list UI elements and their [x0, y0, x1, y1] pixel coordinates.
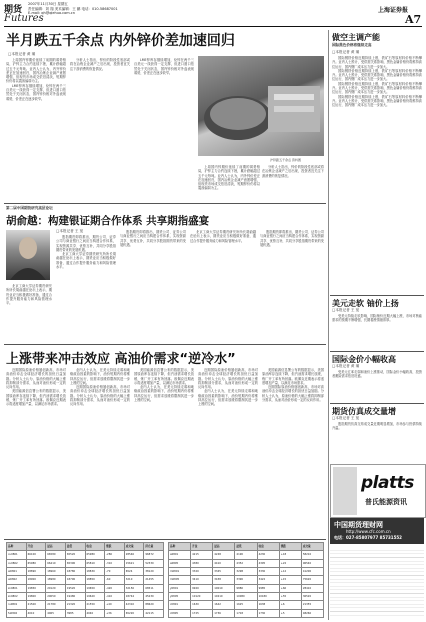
table-cell: y0805	[169, 592, 191, 600]
article-oil-para9: 美国能源信息署公布的数据显示，美国原油库存连续下降，但汽油需求增长放缓，炼厂开工率有所回落。欧佩克近期表示将适度增加产量，以满足市场需求。	[262, 368, 324, 385]
article-zinc-col4	[198, 165, 260, 199]
table-cell: 36520	[301, 592, 323, 600]
page-number: A7	[405, 13, 422, 26]
portrait-graphic	[6, 230, 50, 280]
table-cell: 3210	[124, 576, 144, 584]
table-cell: 3320	[191, 567, 213, 575]
table-cell: 65810	[85, 559, 105, 567]
table-cell: 18850	[85, 576, 105, 584]
article-steel-para3: 国际钢铁价格近期持续上涨，铁矿石等原材料价格不断攀升。业内人士预计，受供需关系影响，黑色金属价格仍将维持高位运行，国内钢厂成本压力进一步加大。	[332, 81, 422, 95]
table-row	[169, 592, 324, 600]
table-cell: 66410	[46, 559, 66, 567]
table-cell: 19520	[65, 584, 85, 592]
table-cell: 持仓量	[144, 543, 164, 551]
headline-steel: 做空主调产能	[332, 33, 380, 42]
table-cell: +40	[105, 601, 125, 609]
table-cell: 52330	[144, 559, 164, 567]
article-steel-para4: 国际钢铁价格近期持续上涨，铁矿石等原材料价格不断攀升。业内人士预计，受供需关系影响，黑色金属价格仍将维持高位运行，国内钢厂成本压力进一步加大。	[332, 94, 422, 108]
article-hu-para1: 股指期货即将推出，期货公司、证券公司与商业银行之间应当构建合作体系，实现资源共享、优势互补，共同分享股指期货带来的发展机遇。	[56, 235, 116, 252]
article-index-sim	[332, 422, 422, 462]
table-header-row	[169, 543, 324, 551]
article-steel-para1: 国际钢铁价格近期持续上涨，铁矿石等原材料价格不断攀升。业内人士预计，受供需关系影响，黑色金属价格仍将维持高位运行，国内钢厂成本压力进一步加大。	[332, 56, 422, 69]
table-cell: 4352	[235, 559, 257, 567]
table-row	[7, 609, 164, 617]
column-divider	[328, 30, 329, 620]
table-cell: 96872	[144, 551, 164, 559]
table-row	[7, 551, 164, 559]
table-row	[7, 592, 164, 600]
table-cell: +36	[105, 609, 125, 617]
table-cell: al0801	[7, 567, 27, 575]
headline-hu: 胡俞越：构建银证期合作体系 共享期指盛宴	[6, 215, 210, 227]
article-zinc-col3	[134, 58, 194, 198]
table-cell: 21455	[144, 576, 164, 584]
article-zinc-para5: 上周国内锌期价延续了前期的弱势格局，沪锌主力合约连续下挫，累计跌幅超过五千元每吨。业内人士认为，内外锌价差正在加速回归，国内冶炼企业减产意愿增强，但现货市场成交依旧清淡，短期锌价仍将以震荡偏弱为主。	[198, 165, 260, 191]
platts-chinese-name: 普氏能源资讯	[365, 498, 407, 506]
table-cell: 68511	[144, 584, 164, 592]
table-cell: 96540	[301, 559, 323, 567]
table-cell: -420	[105, 584, 125, 592]
table-cell: 19620	[85, 592, 105, 600]
table-cell: 18960	[46, 567, 66, 575]
byline-zinc: □本报记者 黄 璜	[8, 52, 36, 56]
table-cell: 1725	[191, 609, 213, 617]
table-row	[169, 559, 324, 567]
byline-index-sim: □本报记者 王 宽	[332, 416, 360, 420]
article-oil-para8: 业内人士认为，在美元持续走弱和地缘政治因素的影响下，油价短期内仍将维持高位运行，但需求放缓将限制其进一步上涨的空间。	[198, 389, 258, 407]
futures-quote-table-metals	[6, 542, 164, 618]
headline-uranium: 美元走软 铀价上扬	[332, 299, 399, 308]
table-cell: 28546	[124, 551, 144, 559]
zinc-photo	[198, 56, 324, 156]
table-cell: +15	[279, 576, 301, 584]
table-cell: 32156	[124, 584, 144, 592]
table-cell: 42310	[124, 601, 144, 609]
table-cell: 18890	[26, 567, 46, 575]
table-cell: 21780	[46, 601, 66, 609]
table-cell: +55	[279, 592, 301, 600]
divider-3	[4, 539, 326, 540]
article-hu-col0	[6, 284, 52, 341]
table-cell: -60	[105, 576, 125, 584]
table-cell: 成交量	[301, 543, 323, 551]
forum-kicker: 第二届中国期货研究高层论坛	[6, 206, 53, 210]
table-cell: 20120	[46, 584, 66, 592]
table-cell: 10210	[213, 592, 235, 600]
article-oil-col5	[262, 368, 324, 536]
headline-gold: 国际金价小幅收高	[332, 355, 396, 364]
table-cell: 6524	[124, 567, 144, 575]
article-zinc-para1: 上周国内锌期价延续了前期的弱势格局，沪锌主力合约连续下挫，累计跌幅超过五千元每吨。业内人士认为，内外锌价差正在加速回归，国内冶炼企业减产意愿增强，但现货市场成交依旧清淡，短期锌价仍将以震荡偏弱为主。	[6, 58, 66, 84]
table-cell: 3330	[257, 567, 279, 575]
table-row	[169, 576, 324, 584]
table-cell: 45230	[144, 592, 164, 600]
table-cell: 65980	[26, 559, 46, 567]
table-cell: 10180	[257, 592, 279, 600]
article-oil-para7: 近期国际原油价格屡创新高，市场对高油价冲击全球经济增长的担忧日益加剧。分析人士认为，原油价格的大幅上涨将抑制部分需求，从而对油价形成一定的反向作用。	[198, 368, 258, 390]
table-cell: 品种	[169, 543, 191, 551]
table-cell: 58210	[301, 551, 323, 559]
article-uranium	[332, 314, 422, 348]
quote-list-bottom-right	[330, 547, 424, 618]
table-cell: 涨跌	[279, 543, 301, 551]
table-cell: 65390	[65, 559, 85, 567]
table-row	[169, 584, 324, 592]
byline-hu: □本报记者 王 宽	[56, 229, 84, 233]
table-cell: 涨跌	[105, 543, 125, 551]
table-header-row	[7, 543, 164, 551]
table-cell: ru0801	[7, 601, 27, 609]
article-gold	[332, 370, 422, 400]
table-cell: fu0802	[7, 609, 27, 617]
article-oil-col1	[6, 368, 66, 536]
table-cell: 18790	[65, 576, 85, 584]
table-cell: 4215	[191, 551, 213, 559]
article-hu-col3	[190, 230, 256, 341]
byline-gold: □本报记者 黄 璜	[332, 364, 360, 368]
table-row	[7, 567, 164, 575]
table-cell: 4230	[257, 551, 279, 559]
article-oil-para2: 美国能源信息署公布的数据显示，美国原油库存连续下降，但汽油需求增长放缓，炼厂开工率有所回落。欧佩克近期表示将适度增加产量，以满足市场需求。	[6, 389, 66, 407]
table-cell: 收盘	[257, 543, 279, 551]
divider-r1	[330, 295, 424, 296]
platts-ad[interactable]	[330, 464, 426, 518]
futures-table-right	[168, 542, 324, 618]
table-cell: 1642	[213, 601, 235, 609]
article-hu-para5: 北京工商大学证券期货研究所所长胡俞越在论坛上表示，期货业应当积极做好准备，通过合作提升服务能力和风险管理水平。	[190, 230, 256, 243]
article-steel	[332, 56, 422, 292]
table-cell: 9985	[257, 584, 279, 592]
table-cell: +18	[279, 551, 301, 559]
table-cell: 10120	[191, 592, 213, 600]
article-gold-para1: 受美元汇率走弱和油价上涨推动，国际金价小幅收高，投资者避险需求依旧旺盛。	[332, 370, 422, 379]
table-cell: 3438	[213, 576, 235, 584]
article-hu-col4	[260, 230, 324, 341]
table-cell: 1718	[235, 609, 257, 617]
zinc-photo-caption: 沪锌跌五千余点 资料图	[270, 158, 301, 162]
section-title-en: Futures	[4, 13, 44, 24]
article-hu-para4: 股指期货即将推出，期货公司、证券公司与商业银行之间应当构建合作体系，实现资源共享、优势互补，共同分享股指期货带来的发展机遇。	[120, 230, 186, 247]
table-cell: 10080	[235, 592, 257, 600]
table-cell: 最高	[213, 543, 235, 551]
table-cell: al0802	[7, 576, 27, 584]
article-oil-para1: 近期国际原油价格屡创新高，市场对高油价冲击全球经济增长的担忧日益加剧。分析人士认为，原油价格的大幅上涨将抑制部分需求，从而对油价形成一定的反向作用。	[6, 368, 66, 390]
article-hu-para3: 北京工商大学证券期货研究所所长胡俞越在论坛上表示，期货业应当积极做好准备，通过合作提升服务能力和风险管理水平。	[6, 284, 52, 306]
table-cell: 20050	[46, 592, 66, 600]
divider-r2	[330, 351, 424, 352]
table-cell: 开盘	[26, 543, 46, 551]
article-oil-col3	[134, 368, 194, 536]
article-zinc-para6: 分析人士指出，锌价的阶段性底部或将在冶炼企业减产之后出现，投资者宜关注下游消费的恢复情况。	[262, 165, 324, 178]
table-cell: a0805	[169, 559, 191, 567]
futures-table-left	[6, 542, 164, 618]
table-cell: 75620	[301, 576, 323, 584]
table-cell: 10010	[213, 584, 235, 592]
table-cell: 9880	[235, 584, 257, 592]
table-cell: c0801	[169, 601, 191, 609]
table-cell: 21320	[65, 601, 85, 609]
article-hu-col2	[120, 230, 186, 341]
table-cell: 19800	[26, 592, 46, 600]
article-oil-col4	[198, 368, 258, 536]
issue-date: 2007年11月30日 星期五	[28, 2, 68, 6]
table-cell: 1638	[257, 601, 279, 609]
table-cell: 3345	[213, 567, 235, 575]
table-cell: 最低	[65, 543, 85, 551]
table-cell: c0805	[169, 609, 191, 617]
portrait-photo	[6, 230, 50, 280]
table-cell: 最高	[46, 543, 66, 551]
byline-steel: □本报记者 黄 璜	[332, 50, 360, 54]
table-cell: 9920	[191, 584, 213, 592]
header-rule	[4, 26, 422, 27]
table-cell: 开盘	[191, 543, 213, 551]
table-cell: 19650	[85, 584, 105, 592]
byline-uranium: □本报记者 王 宽	[332, 308, 360, 312]
table-cell: 4190	[235, 551, 257, 559]
table-cell: 21355	[301, 601, 323, 609]
table-cell: 65520	[65, 551, 85, 559]
cfn-ad[interactable]	[330, 518, 424, 544]
article-zinc-col5	[262, 165, 324, 199]
editors-line: 责任编辑：刘 翔 美术编辑：王 鹏 电话：010-58687001	[28, 6, 118, 11]
article-oil-para4: 近期国际原油价格屡创新高，市场对高油价冲击全球经济增长的担忧日益加剧。分析人士认为，原油价格的大幅上涨将抑制部分需求，从而对油价形成一定的反向作用。	[70, 385, 130, 407]
table-cell: zn0802	[7, 592, 27, 600]
table-row	[169, 601, 324, 609]
table-cell: 4010	[26, 609, 46, 617]
table-row	[7, 584, 164, 592]
table-cell: -70	[105, 567, 125, 575]
article-zinc-para3: 分析人士指出，锌价的阶段性底部或将在冶炼企业减产之后出现，投资者宜关注下游消费的恢复情况。	[70, 58, 130, 71]
section-label: 期货	[4, 5, 23, 15]
article-zinc-para4: LME锌库存继续增加，伦锌在两千三百美元一线获得一定支撑，但进口窗口依然处于关闭状态，国内锌价相对外盘表现弱势，价差正在逐步收窄。	[134, 58, 194, 75]
table-cell: 3390	[235, 576, 257, 584]
table-cell: -310	[105, 559, 125, 567]
table-cell: +5	[279, 609, 301, 617]
table-cell: 1625	[235, 601, 257, 609]
futures-quote-table-agri	[168, 542, 324, 618]
table-cell: 品种	[7, 543, 27, 551]
table-cell: 19850	[26, 584, 46, 592]
article-oil-para6: 业内人士认为，在美元持续走弱和地缘政治因素的影响下，油价短期内仍将维持高位运行，但需求放缓将限制其进一步上涨的空间。	[134, 385, 194, 403]
table-cell: a0801	[169, 551, 191, 559]
table-cell: 18980	[46, 576, 66, 584]
email-line: E-mail: qh@qiehuo.com.cn	[28, 11, 75, 15]
table-cell: 88620	[144, 601, 164, 609]
table-cell: 1630	[191, 601, 213, 609]
article-oil-para10: 近期国际原油价格屡创新高，市场对高油价冲击全球经济增长的担忧日益加剧。分析人士认为，原油价格的大幅上涨将抑制部分需求，从而对油价形成一定的反向作用。	[262, 385, 324, 403]
table-cell: 18780	[65, 567, 85, 575]
table-cell: 38120	[144, 567, 164, 575]
table-cell: 4248	[213, 551, 235, 559]
table-cell: +22	[279, 559, 301, 567]
article-zinc-para2: LME锌库存继续增加，伦锌在两千三百美元一线获得一定支撑，但进口窗口依然处于关闭状态，国内锌价相对外盘表现弱势，价差正在逐步收窄。	[6, 83, 66, 101]
table-cell: 4395	[257, 559, 279, 567]
table-cell: 最低	[235, 543, 257, 551]
divider-r3	[330, 403, 424, 404]
article-zinc-col1	[6, 58, 66, 198]
article-index-sim-para1: 股指期货仿真交易成交量近期明显增加，市场参与热情持续升温。	[332, 422, 422, 431]
table-cell: 4380	[191, 559, 213, 567]
table-cell: 4040	[85, 609, 105, 617]
headline-index-sim: 期货仿真成交量增	[332, 407, 396, 416]
table-cell: 21550	[85, 601, 105, 609]
article-zinc-col2	[70, 58, 130, 198]
table-cell: 21500	[26, 601, 46, 609]
table-cell: 3410	[191, 576, 213, 584]
table-cell: 41200	[301, 567, 323, 575]
table-row	[169, 551, 324, 559]
table-cell: m0801	[169, 567, 191, 575]
table-row	[169, 567, 324, 575]
table-cell: 65980	[85, 551, 105, 559]
table-cell: +60	[279, 584, 301, 592]
table-row	[7, 576, 164, 584]
article-oil-col2	[70, 368, 130, 536]
table-cell: 成交量	[124, 543, 144, 551]
table-cell: 28410	[301, 584, 323, 592]
table-cell: 1736	[213, 609, 235, 617]
article-hu-col1	[56, 235, 116, 341]
zinc-photo-graphic	[198, 56, 324, 156]
platts-logo: platts	[361, 473, 414, 493]
table-cell: m0805	[169, 576, 191, 584]
article-uranium-para1: 受美元持续走软影响，国际铀价近期大幅上涨，市场对核能需求的预期不断增强，长期看涨情绪浓厚。	[332, 314, 422, 323]
table-cell: cu0801	[7, 551, 27, 559]
platts-ad-stripes	[333, 467, 357, 515]
headline-zinc: 半月跌五千余点 内外锌价差加速回归	[6, 33, 235, 49]
table-cell: 收盘	[85, 543, 105, 551]
table-cell: zn0801	[7, 584, 27, 592]
table-row	[169, 609, 324, 617]
table-cell: 1730	[257, 609, 279, 617]
table-cell: +6	[279, 601, 301, 609]
table-row	[7, 559, 164, 567]
table-cell: 3298	[235, 567, 257, 575]
table-cell: -410	[105, 592, 125, 600]
table-cell: 18900	[26, 576, 46, 584]
table-cell: -280	[105, 551, 125, 559]
headline-oil: 上涨带来冲击效应 高油价需求“逆冷水”	[6, 352, 236, 367]
divider-1	[4, 203, 326, 204]
table-cell: 19480	[65, 592, 85, 600]
cfn-ad-url[interactable]: http://www.cfc.com.cn	[346, 529, 391, 534]
table-cell: 66100	[26, 551, 46, 559]
table-cell: cu0802	[7, 559, 27, 567]
table-cell: 4065	[46, 609, 66, 617]
article-oil-para3: 业内人士认为，在美元持续走弱和地缘政治因素的影响下，油价短期内仍将维持高位运行，但需求放缓将限制其进一步上涨的空间。	[70, 368, 130, 385]
table-cell: 3422	[257, 576, 279, 584]
table-cell: 18830	[85, 567, 105, 575]
table-cell: 3985	[65, 609, 85, 617]
table-cell: 18744	[124, 592, 144, 600]
table-cell: 4410	[213, 559, 235, 567]
article-hu-para6: 股指期货即将推出，期货公司、证券公司与商业银行之间应当构建合作体系，实现资源共享、优势互补，共同分享股指期货带来的发展机遇。	[260, 230, 324, 247]
table-cell: 65220	[124, 609, 144, 617]
table-cell: 42115	[144, 609, 164, 617]
publication-name: 上海证券报	[378, 7, 409, 14]
table-cell: 15621	[124, 559, 144, 567]
table-cell: y0801	[169, 584, 191, 592]
article-hu-para2: 北京工商大学证券期货研究所所长胡俞越在论坛上表示，期货业应当积极做好准备，通过合作提升服务能力和风险管理水平。	[56, 252, 116, 270]
subhead-steel: 国际黑色价格将继续走高	[332, 43, 372, 47]
cfn-ad-phone: 电话：027-85807977 85731552	[334, 535, 402, 540]
article-oil-para5: 美国能源信息署公布的数据显示，美国原油库存连续下降，但汽油需求增长放缓，炼厂开工率有所回落。欧佩克近期表示将适度增加产量，以满足市场需求。	[134, 368, 194, 385]
cfn-ad-title: 中国期货理财网	[334, 521, 383, 529]
table-cell: 48260	[301, 609, 323, 617]
article-steel-para2: 国际钢铁价格近期持续上涨，铁矿石等原材料价格不断攀升。业内人士预计，受供需关系影响，黑色金属价格仍将维持高位运行，国内钢厂成本压力进一步加大。	[332, 68, 422, 82]
table-cell: 66580	[46, 551, 66, 559]
divider-2	[4, 344, 326, 345]
table-cell: +12	[279, 567, 301, 575]
table-row	[7, 601, 164, 609]
